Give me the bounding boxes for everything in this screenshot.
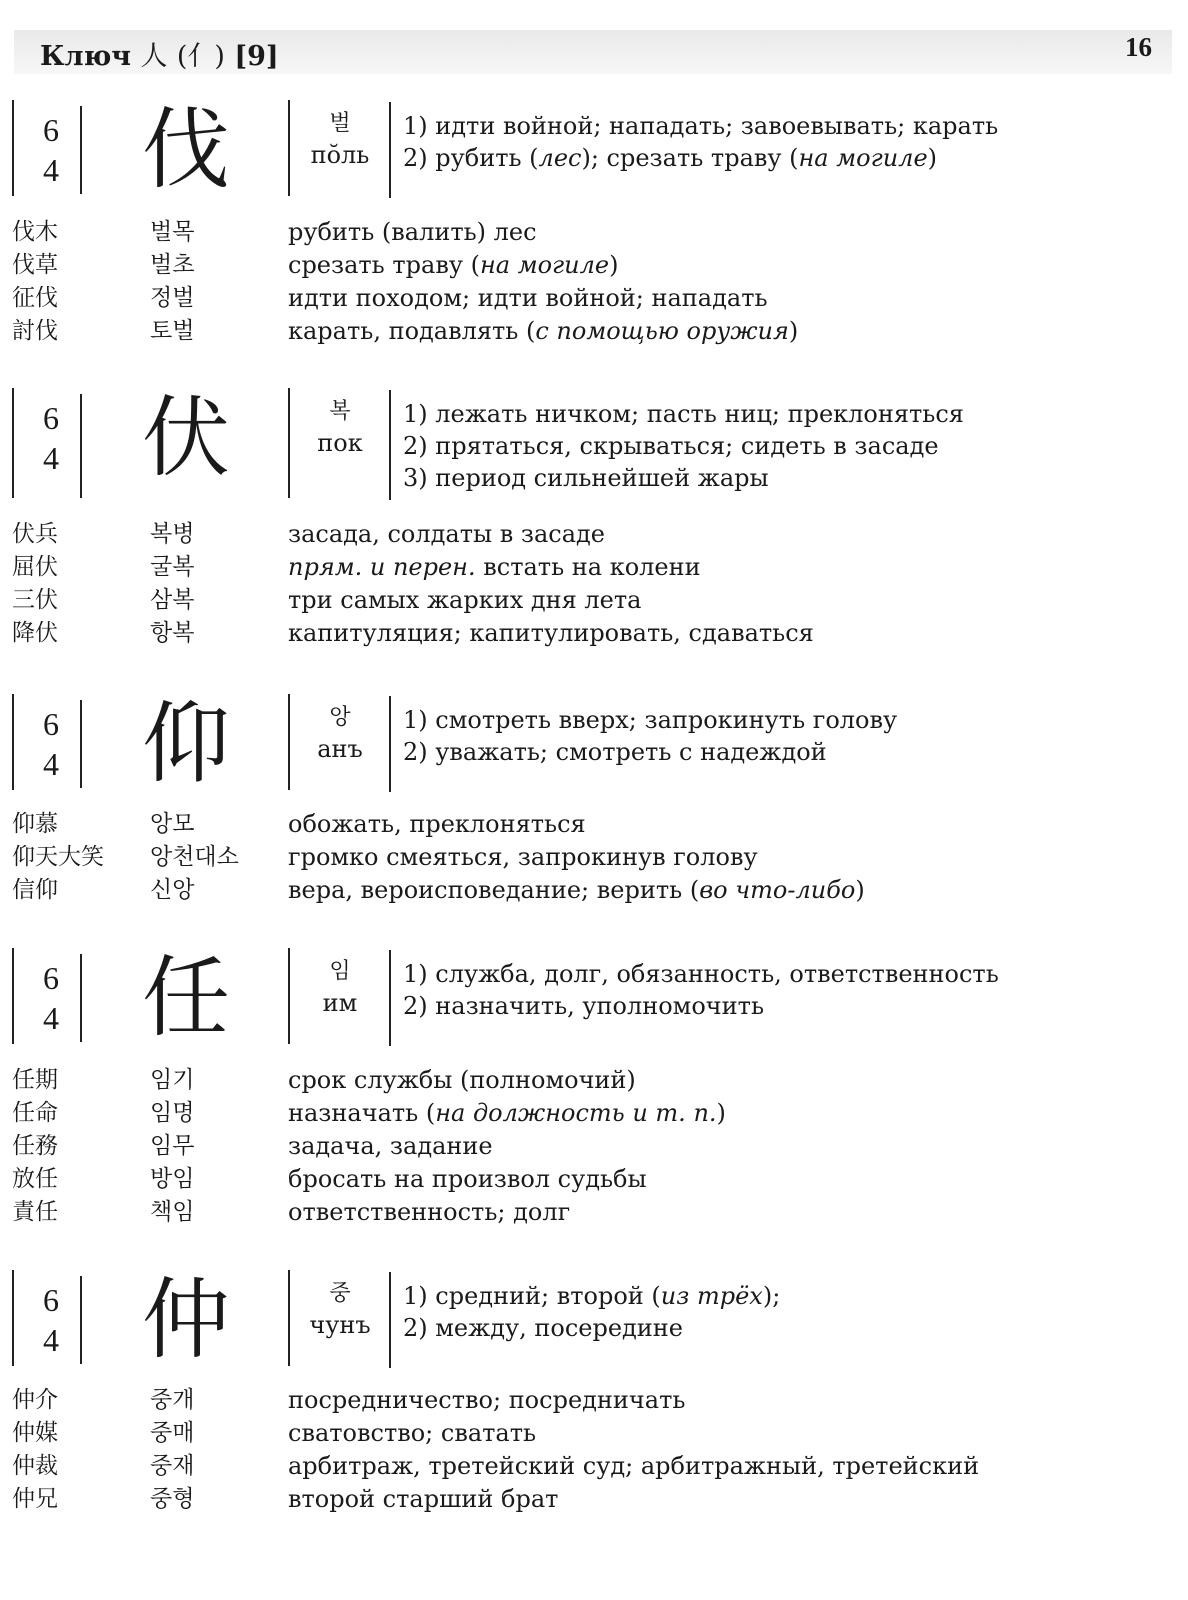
entry-hanja: 仰 <box>141 692 230 795</box>
entry-head <box>0 1270 1188 1370</box>
compound-translation: бросать на произвол судьбы <box>288 1165 647 1193</box>
stroke-count-extra: 4 <box>43 1000 59 1036</box>
meaning-line: 1) средний; второй (из трёх); <box>403 1282 781 1310</box>
compound-hangul: 굴복 <box>150 554 195 580</box>
divider-line <box>80 1276 82 1364</box>
stroke-count-extra: 4 <box>43 1322 59 1358</box>
compound-translation: три самых жарких дня лета <box>288 586 642 614</box>
compound-list <box>0 808 1188 907</box>
entry-meanings <box>403 1280 780 1344</box>
meaning-line: 2) между, посередине <box>403 1314 683 1342</box>
divider-line <box>12 100 14 196</box>
compound-translation: рубить (валить) лес <box>288 218 537 246</box>
compound-row <box>0 282 1188 315</box>
entry-reading: пок <box>317 429 363 457</box>
radical-variant: (亻) <box>176 41 225 72</box>
divider-line <box>80 394 82 498</box>
compound-row <box>0 1163 1188 1196</box>
compound-translation: назначать (на должность и т. п.) <box>288 1099 726 1127</box>
stroke-count-total: 6 <box>43 112 59 148</box>
divider-line <box>389 696 391 792</box>
divider-line <box>288 388 290 498</box>
divider-line <box>389 102 391 198</box>
divider-line <box>80 106 82 194</box>
stroke-count-total: 6 <box>43 400 59 436</box>
entry-hangul: 중 <box>329 1281 351 1306</box>
compound-hangul: 방임 <box>150 1166 195 1192</box>
dictionary-entry <box>0 100 1188 348</box>
compound-hanja: 屈伏 <box>12 554 58 580</box>
stroke-count-extra: 4 <box>43 152 59 188</box>
compound-translation: посредничество; посредничать <box>288 1386 686 1414</box>
compound-hangul: 임무 <box>150 1133 195 1159</box>
compound-hanja: 任務 <box>12 1133 58 1159</box>
stroke-count-total: 6 <box>43 960 59 996</box>
divider-line <box>80 954 82 1042</box>
compound-row <box>0 1450 1188 1483</box>
compound-row <box>0 1130 1188 1163</box>
compound-hangul: 책임 <box>150 1199 195 1225</box>
compound-hangul: 중매 <box>150 1420 195 1446</box>
compound-hangul: 중형 <box>150 1486 195 1512</box>
compound-translation: карать, подавлять (с помощью оружия) <box>288 317 799 345</box>
compound-hanja: 伐木 <box>12 219 58 245</box>
divider-line <box>288 1270 290 1366</box>
compound-hanja: 任命 <box>12 1100 58 1126</box>
compound-hanja: 仲媒 <box>12 1420 58 1446</box>
compound-translation: задача, задание <box>288 1132 493 1160</box>
entry-head <box>0 694 1188 794</box>
entry-hanja: 伐 <box>141 98 230 201</box>
compound-hanja: 三伏 <box>12 587 58 613</box>
meaning-line: 3) период сильнейшей жары <box>403 464 769 492</box>
compound-hangul: 앙모 <box>150 811 195 837</box>
compound-translation: прям. и перен. встать на колени <box>288 553 701 581</box>
compound-hangul: 정벌 <box>150 285 195 311</box>
radical-heading-word: Ключ <box>40 41 132 72</box>
entry-meanings <box>403 398 964 494</box>
compound-row <box>0 1097 1188 1130</box>
dictionary-entry <box>0 388 1188 650</box>
compound-row <box>0 551 1188 584</box>
divider-line <box>12 694 14 790</box>
meaning-line: 1) идти войной; нападать; завоевывать; карать <box>403 112 999 140</box>
stroke-count-extra: 4 <box>43 440 59 476</box>
compound-translation: арбитраж, третейский суд; арбитражный, третейский <box>288 1452 980 1480</box>
compound-hanja: 責任 <box>12 1199 58 1225</box>
compound-translation: второй старший брат <box>288 1485 559 1513</box>
entry-reading: пŏль <box>310 141 370 169</box>
stroke-count-total: 6 <box>43 1282 59 1318</box>
compound-translation: сватовство; сватать <box>288 1419 537 1447</box>
compound-translation: срок службы (полномочий) <box>288 1066 636 1094</box>
compound-row <box>0 249 1188 282</box>
compound-translation: обожать, преклоняться <box>288 810 586 838</box>
compound-hanja: 仲裁 <box>12 1453 58 1479</box>
compound-list <box>0 216 1188 348</box>
divider-line <box>288 948 290 1044</box>
entry-hangul: 벌 <box>329 111 351 136</box>
compound-hanja: 信仰 <box>12 877 58 903</box>
compound-hanja: 放任 <box>12 1166 58 1192</box>
entry-meanings <box>403 110 998 174</box>
compound-hangul: 삼복 <box>150 587 195 613</box>
compound-row <box>0 216 1188 249</box>
entry-hangul: 앙 <box>329 705 351 730</box>
compound-row <box>0 518 1188 551</box>
page-header <box>14 30 1172 74</box>
compound-list <box>0 1064 1188 1229</box>
compound-translation: вера, вероисповедание; верить (во что-либо) <box>288 876 865 904</box>
compound-hangul: 앙천대소 <box>150 844 239 870</box>
entry-reading: им <box>322 989 358 1017</box>
entry-reading: чунъ <box>309 1311 371 1339</box>
meaning-line: 1) служба, долг, обязанность, ответственность <box>403 960 999 988</box>
stroke-count-total: 6 <box>43 706 59 742</box>
entry-hangul: 복 <box>329 399 351 424</box>
compound-hanja: 任期 <box>12 1067 58 1093</box>
compound-hanja: 仰慕 <box>12 811 58 837</box>
entry-hanja: 伏 <box>141 386 230 489</box>
meaning-line: 1) лежать ничком; пасть ниц; преклоняться <box>403 400 964 428</box>
divider-line <box>12 388 14 498</box>
meaning-line: 1) смотреть вверх; запрокинуть голову <box>403 706 898 734</box>
entry-hanja: 仲 <box>141 1268 230 1371</box>
compound-translation: ответственность; долг <box>288 1198 571 1226</box>
compound-hangul: 임기 <box>150 1067 195 1093</box>
compound-hanja: 降伏 <box>12 620 58 646</box>
page-number: 16 <box>1125 32 1152 62</box>
compound-row <box>0 1064 1188 1097</box>
compound-list <box>0 518 1188 650</box>
divider-line <box>288 694 290 790</box>
compound-hangul: 임명 <box>150 1100 195 1126</box>
entry-head <box>0 388 1188 500</box>
compound-translation: засада, солдаты в засаде <box>288 520 605 548</box>
meaning-line: 2) рубить (лес); срезать траву (на могиле) <box>403 144 938 172</box>
compound-row <box>0 315 1188 348</box>
entry-head <box>0 100 1188 200</box>
compound-hanja: 仰天大笑 <box>12 844 104 870</box>
entry-meanings <box>403 704 897 768</box>
entry-meanings <box>403 958 999 1022</box>
compound-list <box>0 1384 1188 1516</box>
compound-hanja: 仲介 <box>12 1387 58 1413</box>
meaning-line: 2) прятаться, скрываться; сидеть в засаде <box>403 432 939 460</box>
entry-head <box>0 948 1188 1048</box>
entry-hangul: 임 <box>329 959 351 984</box>
divider-line <box>80 700 82 788</box>
meaning-line: 2) назначить, уполномочить <box>403 992 765 1020</box>
compound-hangul: 항복 <box>150 620 195 646</box>
divider-line <box>389 1272 391 1368</box>
divider-line <box>389 390 391 500</box>
radical-heading <box>40 34 279 73</box>
compound-hanja: 伐草 <box>12 252 58 278</box>
dictionary-entry <box>0 694 1188 907</box>
meaning-line: 2) уважать; смотреть с надеждой <box>403 738 827 766</box>
compound-row <box>0 841 1188 874</box>
compound-hangul: 신앙 <box>150 877 195 903</box>
compound-hangul: 토벌 <box>150 318 195 344</box>
compound-row <box>0 1196 1188 1229</box>
compound-row <box>0 808 1188 841</box>
dictionary-entry <box>0 1270 1188 1516</box>
compound-hanja: 討伐 <box>12 318 58 344</box>
compound-hangul: 벌목 <box>150 219 195 245</box>
compound-hangul: 벌초 <box>150 252 195 278</box>
compound-row <box>0 617 1188 650</box>
divider-line <box>12 1270 14 1366</box>
radical-number: [9] <box>234 41 279 72</box>
stroke-count-extra: 4 <box>43 746 59 782</box>
entry-reading: анъ <box>317 735 363 763</box>
divider-line <box>288 100 290 196</box>
compound-translation: громко смеяться, запрокинув голову <box>288 843 758 871</box>
compound-row <box>0 1384 1188 1417</box>
compound-hanja: 伏兵 <box>12 521 58 547</box>
compound-translation: идти походом; идти войной; нападать <box>288 284 768 312</box>
compound-row <box>0 584 1188 617</box>
dictionary-entry <box>0 948 1188 1229</box>
radical-glyph: 人 <box>140 41 168 72</box>
compound-hangul: 중재 <box>150 1453 195 1479</box>
compound-hanja: 仲兄 <box>12 1486 58 1512</box>
divider-line <box>389 950 391 1046</box>
divider-line <box>12 948 14 1044</box>
compound-row <box>0 1417 1188 1450</box>
compound-hanja: 征伐 <box>12 285 58 311</box>
compound-hangul: 중개 <box>150 1387 195 1413</box>
compound-row <box>0 874 1188 907</box>
compound-translation: капитуляция; капитулировать, сдаваться <box>288 619 814 647</box>
entry-hanja: 任 <box>141 946 230 1049</box>
compound-hangul: 복병 <box>150 521 195 547</box>
compound-row <box>0 1483 1188 1516</box>
compound-translation: срезать траву (на могиле) <box>288 251 619 279</box>
